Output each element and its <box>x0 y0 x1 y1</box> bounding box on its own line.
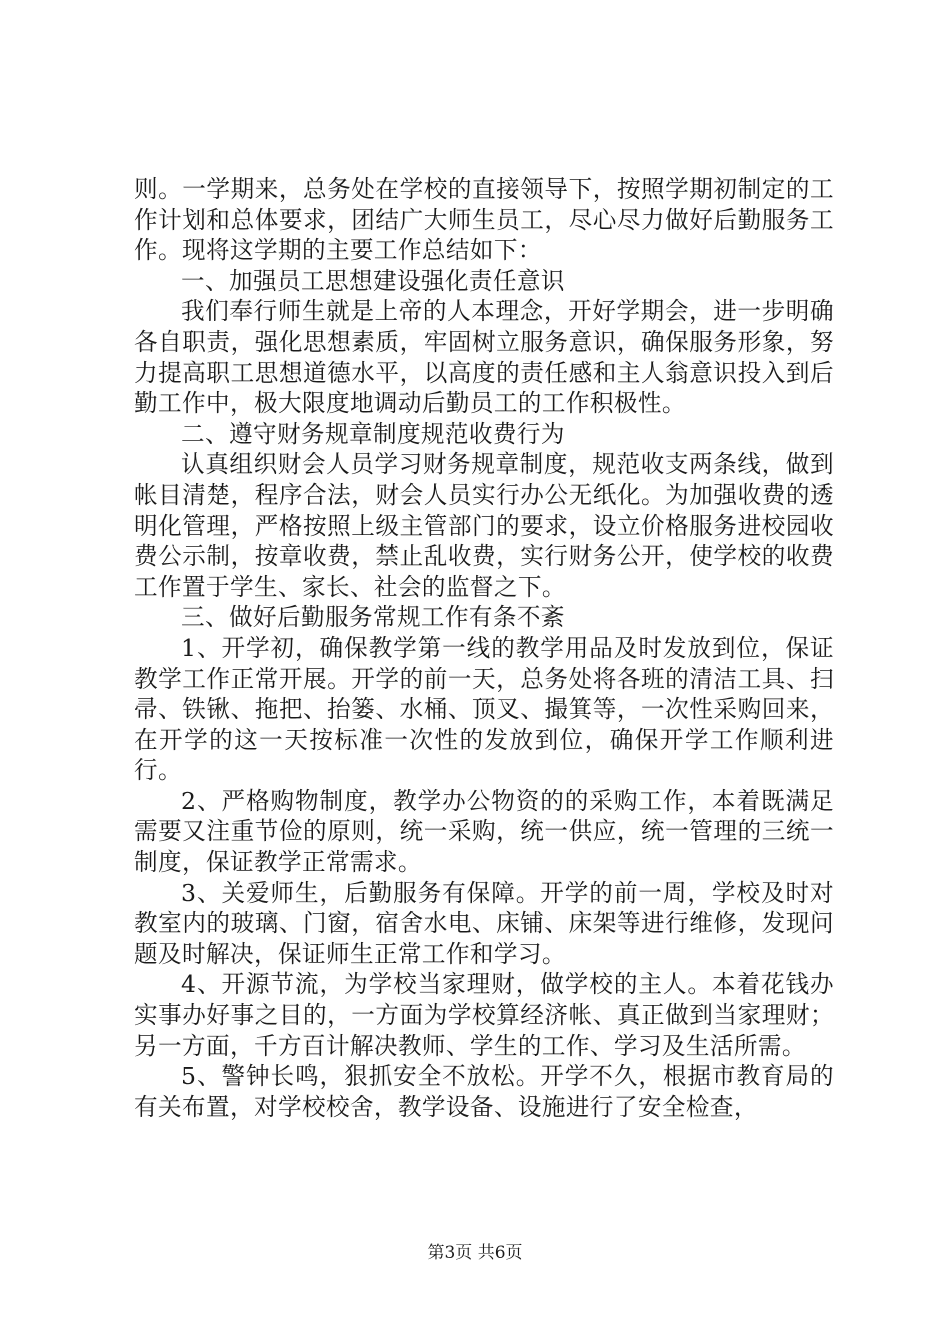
paragraph-intro: 则。一学期来，总务处在学校的直接领导下，按照学期初制定的工作计划和总体要求，团结广大师生员工，尽心尽力做好后勤服务工作。现将这学期的主要工作总结如下： <box>134 175 834 265</box>
page-number-footer: 第3页 共6页 <box>427 1243 523 1263</box>
paragraph-item-1: 1、开学初，确保教学第一线的教学用品及时发放到位，保证教学工作正常开展。开学的前一天，总务处将各班的清洁工具、扫帚、铁锹、拖把、抬篓、水桶、顶叉、撮箕等，一次性采购回来，在开学的这一天按标准一次性的发放到位，确保开学工作顺利进行。 <box>134 633 834 785</box>
section-heading-1: 一、加强员工思想建设强化责任意识 <box>181 266 565 295</box>
paragraph-item-4: 4、开源节流，为学校当家理财，做学校的主人。本着花钱办实事办好事之目的，一方面为学校算经济帐、真正做到当家理财；另一方面，千方百计解决教师、学生的工作、学习及生活所需。 <box>134 970 834 1060</box>
document-body <box>134 174 834 1122</box>
section-heading-3: 三、做好后勤服务常规工作有条不紊 <box>181 603 565 632</box>
paragraph-item-3: 3、关爱师生，后勤服务有保障。开学的前一周，学校及时对教室内的玻璃、门窗，宿舍水电、床铺、床架等进行维修，发现问题及时解决，保证师生正常工作和学习。 <box>134 878 834 968</box>
paragraph-item-2: 2、严格购物制度，教学办公物资的的采购工作，本着既满足需要又注重节俭的原则，统一采购，统一供应，统一管理的三统一制度，保证教学正常需求。 <box>134 786 834 877</box>
paragraph-item-5: 5、警钟长鸣，狠抓安全不放松。开学不久，根据市教育局的有关布置，对学校校舍，教学设备、设施进行了安全检查， <box>134 1062 834 1121</box>
paragraph-section-1: 我们奉行师生就是上帝的人本理念，开好学期会，进一步明确各自职责，强化思想素质，牢固树立服务意识，确保服务形象，努力提高职工思想道德水平，以高度的责任感和主人翁意识投入到后勤工作中，极大限度地调动后勤员工的工作积极性。 <box>134 297 834 418</box>
paragraph-section-2: 认真组织财会人员学习财务规章制度，规范收支两条线，做到帐目清楚，程序合法，财会人员实行办公无纸化。为加强收费的透明化管理，严格按照上级主管部门的要求，设立价格服务进校园收费公示制，按章收费，禁止乱收费，实行财务公开，使学校的收费工作置于学生、家长、社会的监督之下。 <box>134 450 834 601</box>
section-heading-2: 二、遵守财务规章制度规范收费行为 <box>181 419 565 448</box>
